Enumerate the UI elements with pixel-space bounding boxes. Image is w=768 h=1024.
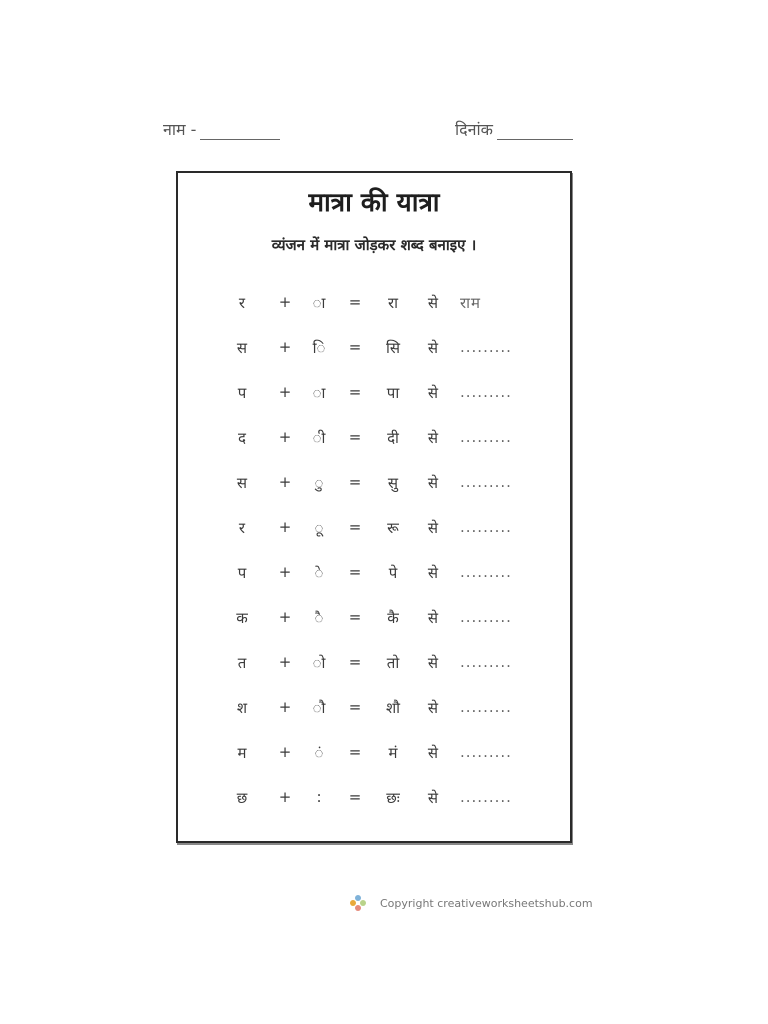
se-cell: से bbox=[427, 339, 439, 357]
answer-blank[interactable]: ......... bbox=[460, 653, 512, 671]
exercise-row bbox=[178, 465, 570, 510]
exercise-row bbox=[178, 690, 570, 735]
name-label: नाम - bbox=[163, 120, 197, 139]
matra-cell: ा bbox=[312, 294, 326, 312]
worksheet-instruction: व्यंजन में मात्रा जोड़कर शब्द बनाइए । bbox=[271, 236, 477, 254]
matra-cell: ि bbox=[312, 339, 326, 357]
equals-sign: = bbox=[348, 383, 362, 401]
answer-blank[interactable]: ......... bbox=[460, 338, 512, 356]
answer-blank[interactable]: ......... bbox=[460, 743, 512, 761]
flower-logo-icon bbox=[350, 895, 366, 911]
result-cell: कै bbox=[387, 609, 399, 627]
exercise-row bbox=[178, 735, 570, 780]
plus-sign: + bbox=[278, 473, 292, 491]
equals-sign: = bbox=[348, 608, 362, 626]
consonant-cell: छ bbox=[236, 789, 248, 807]
matra-cell: ू bbox=[314, 519, 324, 537]
equals-sign: = bbox=[348, 698, 362, 716]
answer-blank[interactable]: राम bbox=[460, 294, 481, 312]
plus-sign: + bbox=[278, 383, 292, 401]
exercise-row bbox=[178, 645, 570, 690]
exercise-row bbox=[178, 555, 570, 600]
matra-cell: ौ bbox=[312, 699, 326, 717]
worksheet-box bbox=[176, 171, 572, 843]
logo-petal bbox=[360, 900, 366, 906]
result-cell: पा bbox=[386, 384, 400, 402]
plus-sign: + bbox=[278, 293, 292, 311]
plus-sign: + bbox=[278, 338, 292, 356]
plus-sign: + bbox=[278, 698, 292, 716]
answer-blank[interactable]: ......... bbox=[460, 788, 512, 806]
equals-sign: = bbox=[348, 653, 362, 671]
consonant-cell: क bbox=[236, 609, 248, 627]
se-cell: से bbox=[427, 384, 439, 402]
logo-petal bbox=[355, 905, 361, 911]
exercise-row bbox=[178, 375, 570, 420]
matra-cell: : bbox=[316, 788, 322, 806]
equals-sign: = bbox=[348, 473, 362, 491]
consonant-cell: द bbox=[238, 429, 246, 447]
matra-cell: ो bbox=[312, 654, 326, 672]
result-cell: सि bbox=[385, 339, 401, 357]
consonant-cell: र bbox=[238, 519, 246, 537]
exercise-row bbox=[178, 780, 570, 825]
copyright-text: Copyright creativeworksheetshub.com bbox=[380, 896, 593, 910]
se-cell: से bbox=[427, 294, 439, 312]
answer-blank[interactable]: ......... bbox=[460, 428, 512, 446]
matra-cell: ा bbox=[312, 384, 326, 402]
result-cell: मं bbox=[388, 744, 398, 762]
result-cell: तो bbox=[386, 654, 400, 672]
equals-sign: = bbox=[348, 428, 362, 446]
equals-sign: = bbox=[348, 563, 362, 581]
exercise-rows bbox=[178, 285, 570, 825]
equals-sign: = bbox=[348, 338, 362, 356]
consonant-cell: स bbox=[236, 339, 248, 357]
answer-blank[interactable]: ......... bbox=[460, 698, 512, 716]
result-cell: पे bbox=[388, 564, 398, 582]
matra-cell: े bbox=[314, 564, 324, 582]
se-cell: से bbox=[427, 744, 439, 762]
name-field bbox=[163, 118, 280, 140]
answer-blank[interactable]: ......... bbox=[460, 383, 512, 401]
plus-sign: + bbox=[278, 788, 292, 806]
worksheet-title: मात्रा की यात्रा bbox=[308, 188, 440, 218]
answer-blank[interactable]: ......... bbox=[460, 608, 512, 626]
plus-sign: + bbox=[278, 608, 292, 626]
matra-cell: ु bbox=[314, 474, 324, 492]
plus-sign: + bbox=[278, 518, 292, 536]
plus-sign: + bbox=[278, 743, 292, 761]
plus-sign: + bbox=[278, 563, 292, 581]
se-cell: से bbox=[427, 654, 439, 672]
footer bbox=[350, 895, 593, 911]
consonant-cell: त bbox=[237, 654, 247, 672]
result-cell: सु bbox=[387, 474, 399, 492]
se-cell: से bbox=[427, 789, 439, 807]
result-cell: रा bbox=[387, 294, 399, 312]
plus-sign: + bbox=[278, 653, 292, 671]
result-cell: दी bbox=[387, 429, 399, 447]
plus-sign: + bbox=[278, 428, 292, 446]
consonant-cell: श bbox=[236, 699, 248, 717]
date-label: दिनांक bbox=[455, 120, 493, 139]
result-cell: रू bbox=[387, 519, 399, 537]
exercise-row bbox=[178, 285, 570, 330]
exercise-row bbox=[178, 420, 570, 465]
exercise-row bbox=[178, 600, 570, 645]
answer-blank[interactable]: ......... bbox=[460, 473, 512, 491]
exercise-row bbox=[178, 510, 570, 555]
consonant-cell: प bbox=[237, 564, 247, 582]
se-cell: से bbox=[427, 564, 439, 582]
answer-blank[interactable]: ......... bbox=[460, 563, 512, 581]
matra-cell: ै bbox=[314, 609, 324, 627]
consonant-cell: प bbox=[237, 384, 247, 402]
equals-sign: = bbox=[348, 788, 362, 806]
se-cell: से bbox=[427, 474, 439, 492]
date-field bbox=[455, 118, 573, 140]
se-cell: से bbox=[427, 519, 439, 537]
se-cell: से bbox=[427, 429, 439, 447]
se-cell: से bbox=[427, 609, 439, 627]
equals-sign: = bbox=[348, 293, 362, 311]
se-cell: से bbox=[427, 699, 439, 717]
result-cell: शौ bbox=[385, 699, 401, 717]
result-cell: छः bbox=[386, 789, 400, 807]
consonant-cell: म bbox=[237, 744, 247, 762]
consonant-cell: स bbox=[236, 474, 248, 492]
answer-blank[interactable]: ......... bbox=[460, 518, 512, 536]
exercise-row bbox=[178, 330, 570, 375]
matra-cell: ं bbox=[314, 744, 324, 762]
equals-sign: = bbox=[348, 743, 362, 761]
name-blank[interactable] bbox=[200, 123, 280, 140]
consonant-cell: र bbox=[238, 294, 246, 312]
matra-cell: ी bbox=[312, 429, 326, 447]
equals-sign: = bbox=[348, 518, 362, 536]
date-blank[interactable] bbox=[497, 123, 573, 140]
